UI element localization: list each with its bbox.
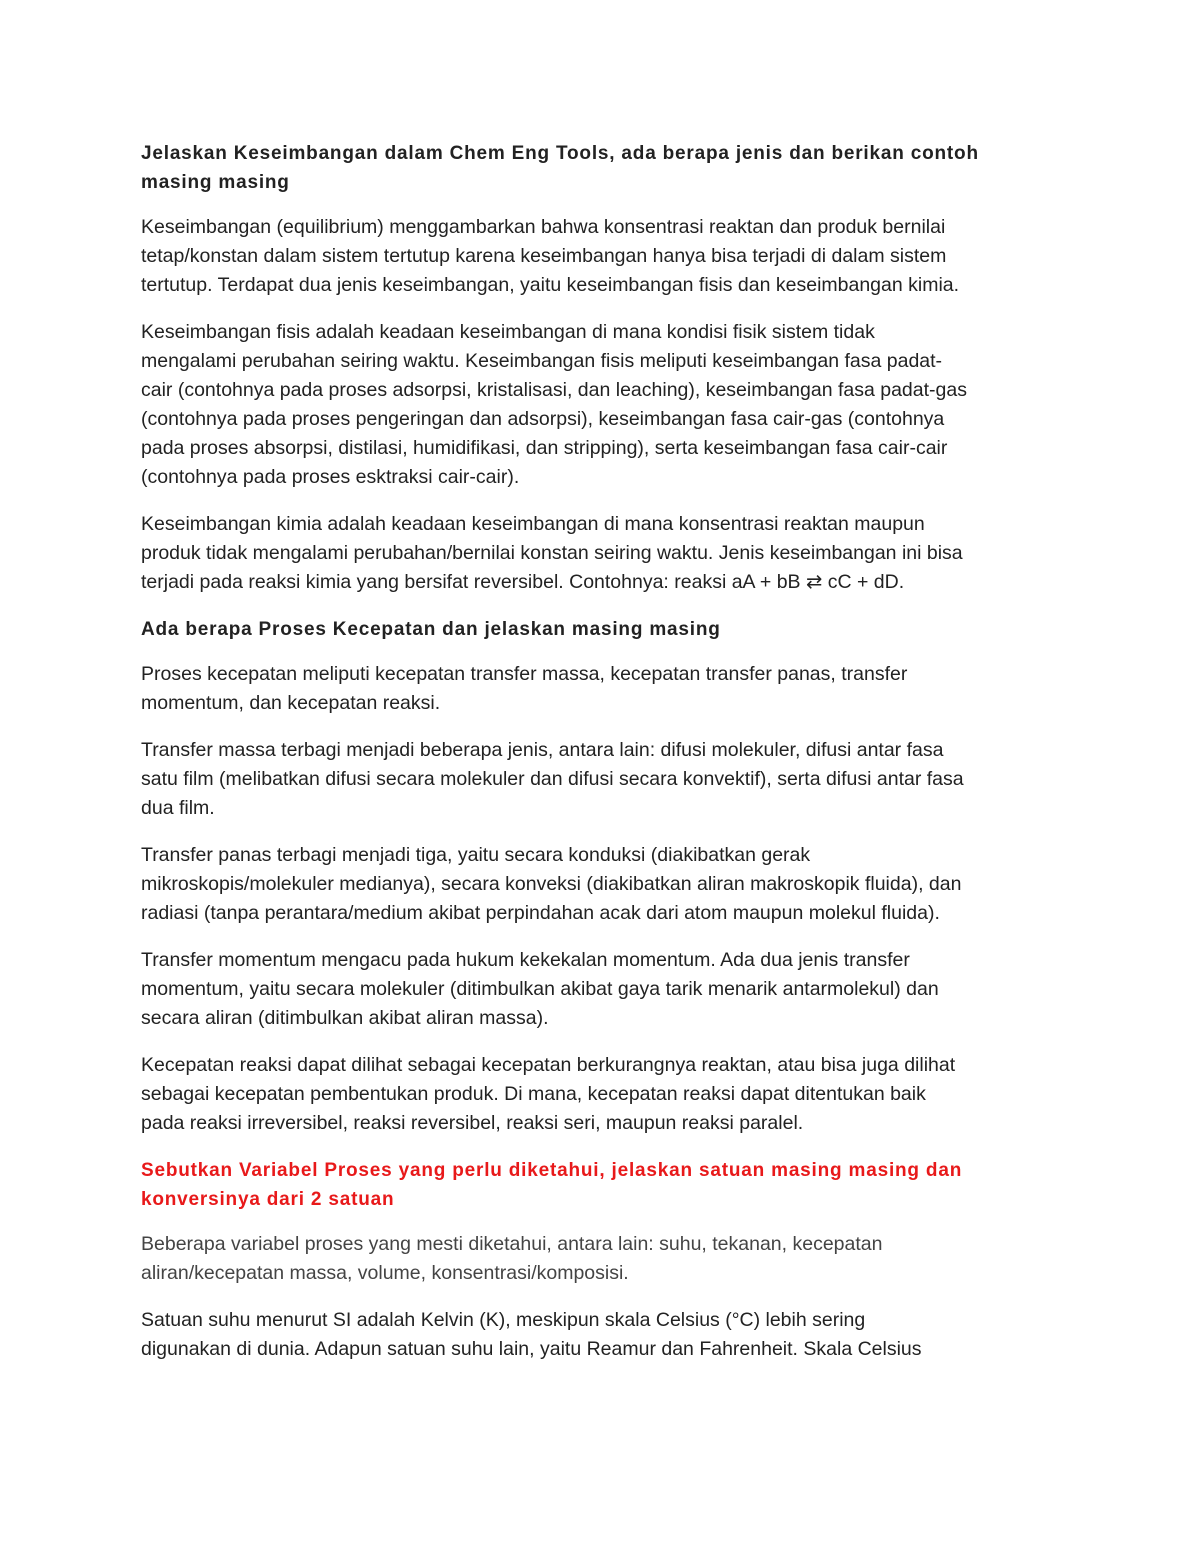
section-3-paragraph: Satuan suhu menurut SI adalah Kelvin (K), meskipun skala Celsius (°C) lebih sering digunakan di dunia. Adapun satuan suhu lain, yaitu Reamur dan Fahrenheit. Skala Celsius [141, 1309, 922, 1360]
section-1-paragraph: Keseimbangan kimia adalah keadaan keseimbangan di mana konsentrasi reaktan maupun produk tidak mengalami perubahan/bernilai konstan seiring waktu. Jenis keseimbangan ini bisa terjadi pada reaksi kimia yang bersifat reversibel. Contohnya: reaksi aA + bB ⇄ cC + dD. [141, 513, 963, 593]
document-page [141, 139, 1061, 1382]
section-3-heading: Sebutkan Variabel Proses yang perlu diketahui, jelaskan satuan masing masing dan konversinya dari 2 satuan [141, 1160, 963, 1210]
section-2-heading: Ada berapa Proses Kecepatan dan jelaskan masing masing [141, 619, 721, 640]
section-3-paragraph: Beberapa variabel proses yang mesti diketahui, antara lain: suhu, tekanan, kecepatan aliran/kecepatan massa, volume, konsentrasi/komposisi. [141, 1233, 883, 1284]
section-2-paragraph: Proses kecepatan meliputi kecepatan transfer massa, kecepatan transfer panas, transfer momentum, dan kecepatan reaksi. [141, 663, 908, 714]
section-2-paragraph: Transfer panas terbagi menjadi tiga, yaitu secara konduksi (diakibatkan gerak mikroskopis/molekuler medianya), secara konveksi (diakibatkan aliran makroskopik fluida), dan radiasi (tanpa perantara/medium akibat perpindahan acak dari atom maupun molekul fluida). [141, 844, 962, 924]
section-1-paragraph: Keseimbangan (equilibrium) menggambarkan bahwa konsentrasi reaktan dan produk bernilai tetap/konstan dalam sistem tertutup karena keseimbangan hanya bisa terjadi di dalam sistem tertutup. Terdapat dua jenis keseimbangan, yaitu keseimbangan fisis dan keseimbangan kimia. [141, 216, 960, 296]
section-1-paragraph: Keseimbangan fisis adalah keadaan keseimbangan di mana kondisi fisik sistem tidak mengalami perubahan seiring waktu. Keseimbangan fisis meliputi keseimbangan fasa padat- cair (contohnya pada proses adsorpsi, kristalisasi, dan leaching), keseimbangan fasa padat-gas (contohnya pada proses pengeringan dan adsorpsi), keseimbangan fasa cair-gas (contohnya pada proses absorpsi, distilasi, humidifikasi, dan stripping), serta keseimbangan fasa cair-cair (contohnya pada proses esktraksi cair-cair). [141, 321, 967, 488]
section-1-heading: Jelaskan Keseimbangan dalam Chem Eng Tools, ada berapa jenis dan berikan contoh masing masing [141, 143, 979, 193]
section-2-paragraph: Kecepatan reaksi dapat dilihat sebagai kecepatan berkurangnya reaktan, atau bisa juga dilihat sebagai kecepatan pembentukan produk. Di mana, kecepatan reaksi dapat ditentukan baik pada reaksi irreversibel, reaksi reversibel, reaksi seri, maupun reaksi paralel. [141, 1054, 956, 1134]
section-2-paragraph: Transfer massa terbagi menjadi beberapa jenis, antara lain: difusi molekuler, difusi antar fasa satu film (melibatkan difusi secara molekuler dan difusi secara konvektif), serta difusi antar fasa dua film. [141, 739, 964, 819]
section-2-paragraph: Transfer momentum mengacu pada hukum kekekalan momentum. Ada dua jenis transfer momentum, yaitu secara molekuler (ditimbulkan akibat gaya tarik menarik antarmolekul) dan secara aliran (ditimbulkan akibat aliran massa). [141, 949, 939, 1029]
